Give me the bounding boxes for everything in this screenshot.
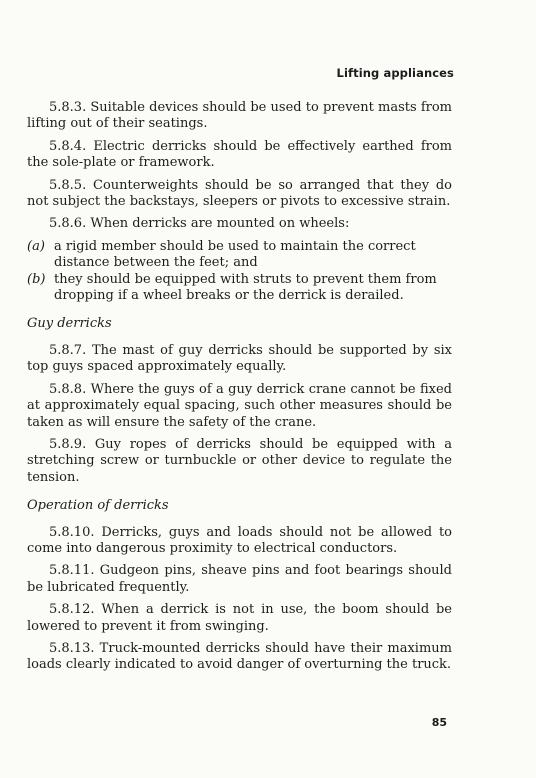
list-item-b-text: they should be equipped with struts to prevent them from dropping if a wheel breaks or the derrick is derailed. bbox=[54, 271, 437, 304]
paragraph-5-8-12: 5.8.12. When a derrick is not in use, the boom should be lowered to prevent it from swinging. bbox=[27, 602, 452, 634]
paragraph-5-8-8: 5.8.8. Where the guys of a guy derrick crane cannot be fixed at approximately equal spacing, such other measures should be taken as will ensure the safety of the crane. bbox=[27, 381, 452, 430]
page-body bbox=[27, 100, 452, 680]
paragraph-5-8-11: 5.8.11. Gudgeon pins, sheave pins and foot bearings should be lubricated frequently. bbox=[27, 563, 452, 595]
paragraph-5-8-7: 5.8.7. The mast of guy derricks should be supported by six top guys spaced approximately equally. bbox=[27, 342, 452, 375]
page-number: 85 bbox=[431, 716, 447, 729]
paragraph-5-8-3: 5.8.3. Suitable devices should be used to prevent masts from lifting out of their seatings. bbox=[27, 100, 452, 132]
list-item-b bbox=[27, 272, 452, 305]
paragraph-5-8-5: 5.8.5. Counterweights should be so arranged that they do not subject the backstays, sleepers or pivots to excessive strain. bbox=[27, 177, 452, 210]
paragraph-5-8-10: 5.8.10. Derricks, guys and loads should not be allowed to come into dangerous proximity to electrical conductors. bbox=[27, 524, 452, 556]
list-marker-b: (b) bbox=[27, 271, 46, 287]
paragraph-5-8-6: 5.8.6. When derricks are mounted on wheels: bbox=[49, 216, 350, 232]
list-item-a-text: a rigid member should be used to maintain the correct distance between the feet; and bbox=[54, 238, 416, 271]
section-heading-guy-derricks: Guy derricks bbox=[27, 316, 112, 332]
paragraph-5-8-13: 5.8.13. Truck-mounted derricks should have their maximum loads clearly indicated to avoid danger of overturning the truck. bbox=[27, 640, 452, 673]
section-heading-operation-of-derricks: Operation of derricks bbox=[27, 498, 169, 514]
paragraph-5-8-9: 5.8.9. Guy ropes of derricks should be equipped with a stretching screw or turnbuckle or other device to regulate the tension. bbox=[27, 436, 452, 485]
list-marker-a: (a) bbox=[27, 238, 45, 254]
paragraph-5-8-4: 5.8.4. Electric derricks should be effectively earthed from the sole-plate or framework. bbox=[27, 138, 452, 171]
wheel-conditions-list bbox=[27, 239, 452, 305]
list-item-a bbox=[27, 239, 452, 272]
running-header: Lifting appliances bbox=[336, 66, 454, 80]
